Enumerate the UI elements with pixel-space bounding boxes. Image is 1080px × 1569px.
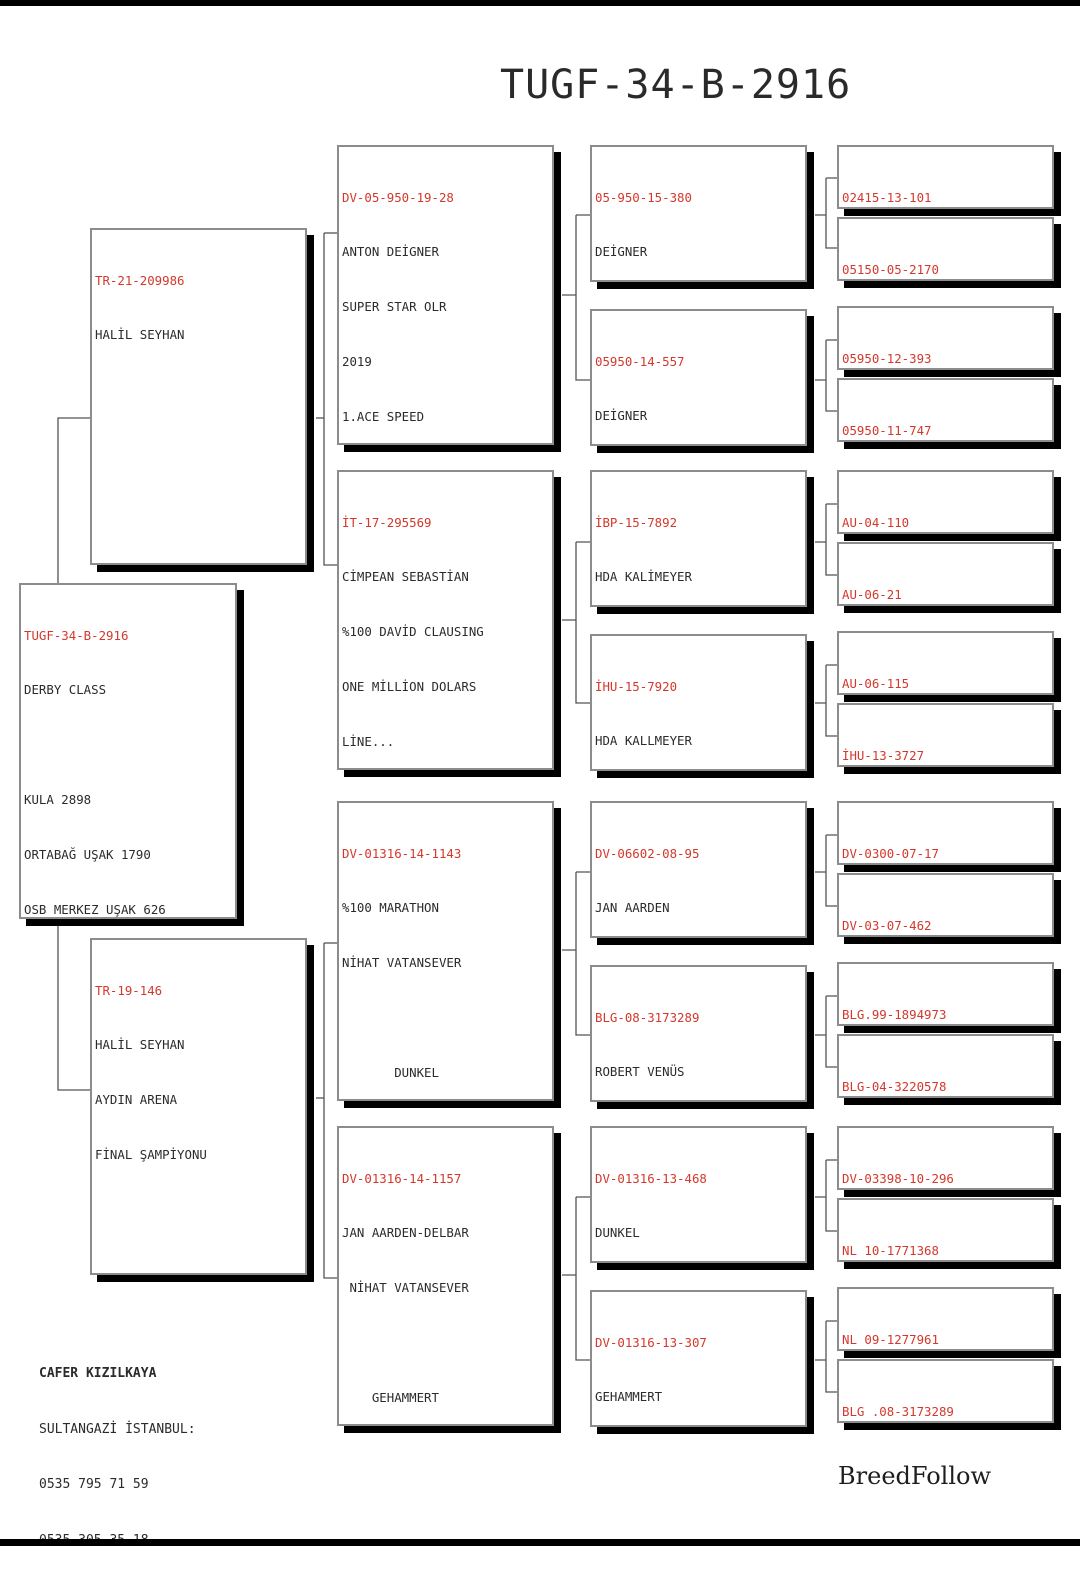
ring-number: AU-06-21 — [842, 586, 902, 602]
ring-number: 05-950-15-380 — [595, 189, 692, 205]
info-line: DERBY CLASS — [24, 682, 107, 698]
dam-card[interactable] — [90, 938, 307, 1275]
page-title: TUGF-34-B-2916 — [500, 62, 852, 108]
ring-number: BLG .08-3173289 — [842, 1403, 954, 1419]
gg-grandparent-card[interactable] — [837, 470, 1054, 534]
info-line: JAN AARDEN — [595, 900, 670, 916]
ring-number: İT-17-295569 — [342, 514, 432, 530]
ring-number: DV-06602-08-95 — [595, 845, 700, 861]
owner-phone[interactable]: 0535 795 71 59 — [39, 1477, 149, 1492]
info-line: HDA KALLMEYER — [595, 733, 692, 749]
ring-number: 05950-12-393 — [842, 350, 932, 366]
ring-number: BLG-08-3173289 — [595, 1009, 700, 1025]
gg-grandparent-card[interactable] — [837, 873, 1054, 937]
info-line: GEHAMMERT — [595, 1389, 663, 1405]
gg-grandparent-card[interactable] — [837, 306, 1054, 370]
gg-grandparent-card[interactable] — [837, 703, 1054, 767]
great-grandparent-card[interactable] — [590, 1290, 807, 1427]
ring-number: 02415-13-101 — [842, 189, 932, 205]
gg-grandparent-card[interactable] — [837, 631, 1054, 695]
info-line: DUNKEL — [342, 1065, 439, 1081]
ring-number: DV-01316-14-1157 — [342, 1170, 462, 1186]
info-line: DEİGNER — [595, 244, 648, 260]
info-line: FİNAL ŞAMPİYONU — [95, 1147, 207, 1163]
owner-name: CAFER KIZILKAYA — [39, 1366, 157, 1381]
ring-number: NL 10-1771368 — [842, 1242, 939, 1258]
ring-number: DV-05-950-19-28 — [342, 189, 454, 205]
gg-grandparent-card[interactable] — [837, 1034, 1054, 1098]
ring-number: TR-21-209986 — [95, 272, 185, 288]
ring-number: TR-19-146 — [95, 982, 163, 998]
ring-number: İHU-15-7920 — [595, 678, 678, 694]
gg-grandparent-card[interactable] — [837, 1126, 1054, 1190]
info-line: ORTABAĞ UŞAK 1790 — [24, 847, 151, 863]
gg-grandparent-card[interactable] — [837, 542, 1054, 606]
grandparent-card[interactable] — [337, 1126, 554, 1426]
ring-number: 05950-11-747 — [842, 422, 932, 438]
great-grandparent-card[interactable] — [590, 145, 807, 282]
info-line: OSB MERKEZ UŞAK 626 — [24, 902, 166, 918]
info-line: 1.ACE SPEED — [342, 409, 425, 425]
ring-number: TUGF-34-B-2916 — [24, 627, 129, 643]
ring-number: DV-03398-10-296 — [842, 1170, 954, 1186]
gg-grandparent-card[interactable] — [837, 1287, 1054, 1351]
info-line: DUNKEL — [595, 1225, 640, 1241]
great-grandparent-card[interactable] — [590, 1126, 807, 1263]
info-line: CİMPEAN SEBASTİAN — [342, 569, 469, 585]
brand-logo: BreedFollow — [838, 1462, 992, 1490]
info-line: NİHAT VATANSEVER — [342, 955, 462, 971]
info-line: %100 DAVİD CLAUSING — [342, 624, 484, 640]
sire-card[interactable] — [90, 228, 307, 565]
info-line: HALİL SEYHAN — [95, 327, 185, 343]
gg-grandparent-card[interactable] — [837, 217, 1054, 281]
grandparent-card[interactable] — [337, 145, 554, 445]
info-line: AYDIN ARENA — [95, 1092, 178, 1108]
ring-number: 05150-05-2170 — [842, 261, 939, 277]
info-line: GEHAMMERT — [342, 1390, 439, 1406]
info-line: ANTON DEİGNER — [342, 244, 439, 260]
ring-number: DV-01316-14-1143 — [342, 845, 462, 861]
info-line — [342, 1334, 549, 1352]
info-line — [24, 736, 232, 754]
info-line: LİNE... — [342, 734, 395, 750]
info-line: HDA KALİMEYER — [595, 569, 692, 585]
ring-number: AU-06-115 — [842, 675, 910, 691]
info-line: ONE MİLLİON DOLARS — [342, 679, 477, 695]
info-line: JAN AARDEN-DELBAR — [342, 1225, 469, 1241]
subject-card[interactable] — [19, 583, 237, 919]
ring-number: BLG.99-1894973 — [842, 1006, 947, 1022]
grandparent-card[interactable] — [337, 470, 554, 770]
ring-number: DV-01316-13-468 — [595, 1170, 707, 1186]
info-line: %100 MARATHON — [342, 900, 439, 916]
gg-grandparent-card[interactable] — [837, 801, 1054, 865]
ring-number: DV-01316-13-307 — [595, 1334, 707, 1350]
info-line: KULA 2898 — [24, 792, 92, 808]
ring-number: DV-0300-07-17 — [842, 845, 939, 861]
great-grandparent-card[interactable] — [590, 309, 807, 446]
great-grandparent-card[interactable] — [590, 801, 807, 938]
bottom-border — [0, 1539, 1080, 1546]
info-line: NİHAT VATANSEVER — [342, 1280, 469, 1296]
ring-number: NL 09-1277961 — [842, 1331, 939, 1347]
great-grandparent-card[interactable] — [590, 965, 807, 1102]
great-grandparent-card[interactable] — [590, 634, 807, 771]
ring-number: 05950-14-557 — [595, 353, 685, 369]
gg-grandparent-card[interactable] — [837, 378, 1054, 442]
info-line: 2019 — [342, 354, 372, 370]
grandparent-card[interactable] — [337, 801, 554, 1101]
info-line — [342, 1009, 549, 1027]
gg-grandparent-card[interactable] — [837, 1359, 1054, 1423]
info-line: HALİL SEYHAN — [95, 1037, 185, 1053]
ring-number: İBP-15-7892 — [595, 514, 678, 530]
ring-number: BLG-04-3220578 — [842, 1078, 947, 1094]
ring-number: DV-03-07-462 — [842, 917, 932, 933]
owner-address: SULTANGAZİ İSTANBUL: — [39, 1421, 196, 1437]
info-line: ROBERT VENÜS — [595, 1064, 685, 1080]
ring-number: AU-04-110 — [842, 514, 910, 530]
ring-number: İHU-13-3727 — [842, 747, 925, 763]
gg-grandparent-card[interactable] — [837, 145, 1054, 209]
info-line: SUPER STAR OLR — [342, 299, 447, 315]
gg-grandparent-card[interactable] — [837, 962, 1054, 1026]
info-line: DEİGNER — [595, 408, 648, 424]
gg-grandparent-card[interactable] — [837, 1198, 1054, 1262]
owner-contact — [39, 1328, 196, 1569]
great-grandparent-card[interactable] — [590, 470, 807, 607]
